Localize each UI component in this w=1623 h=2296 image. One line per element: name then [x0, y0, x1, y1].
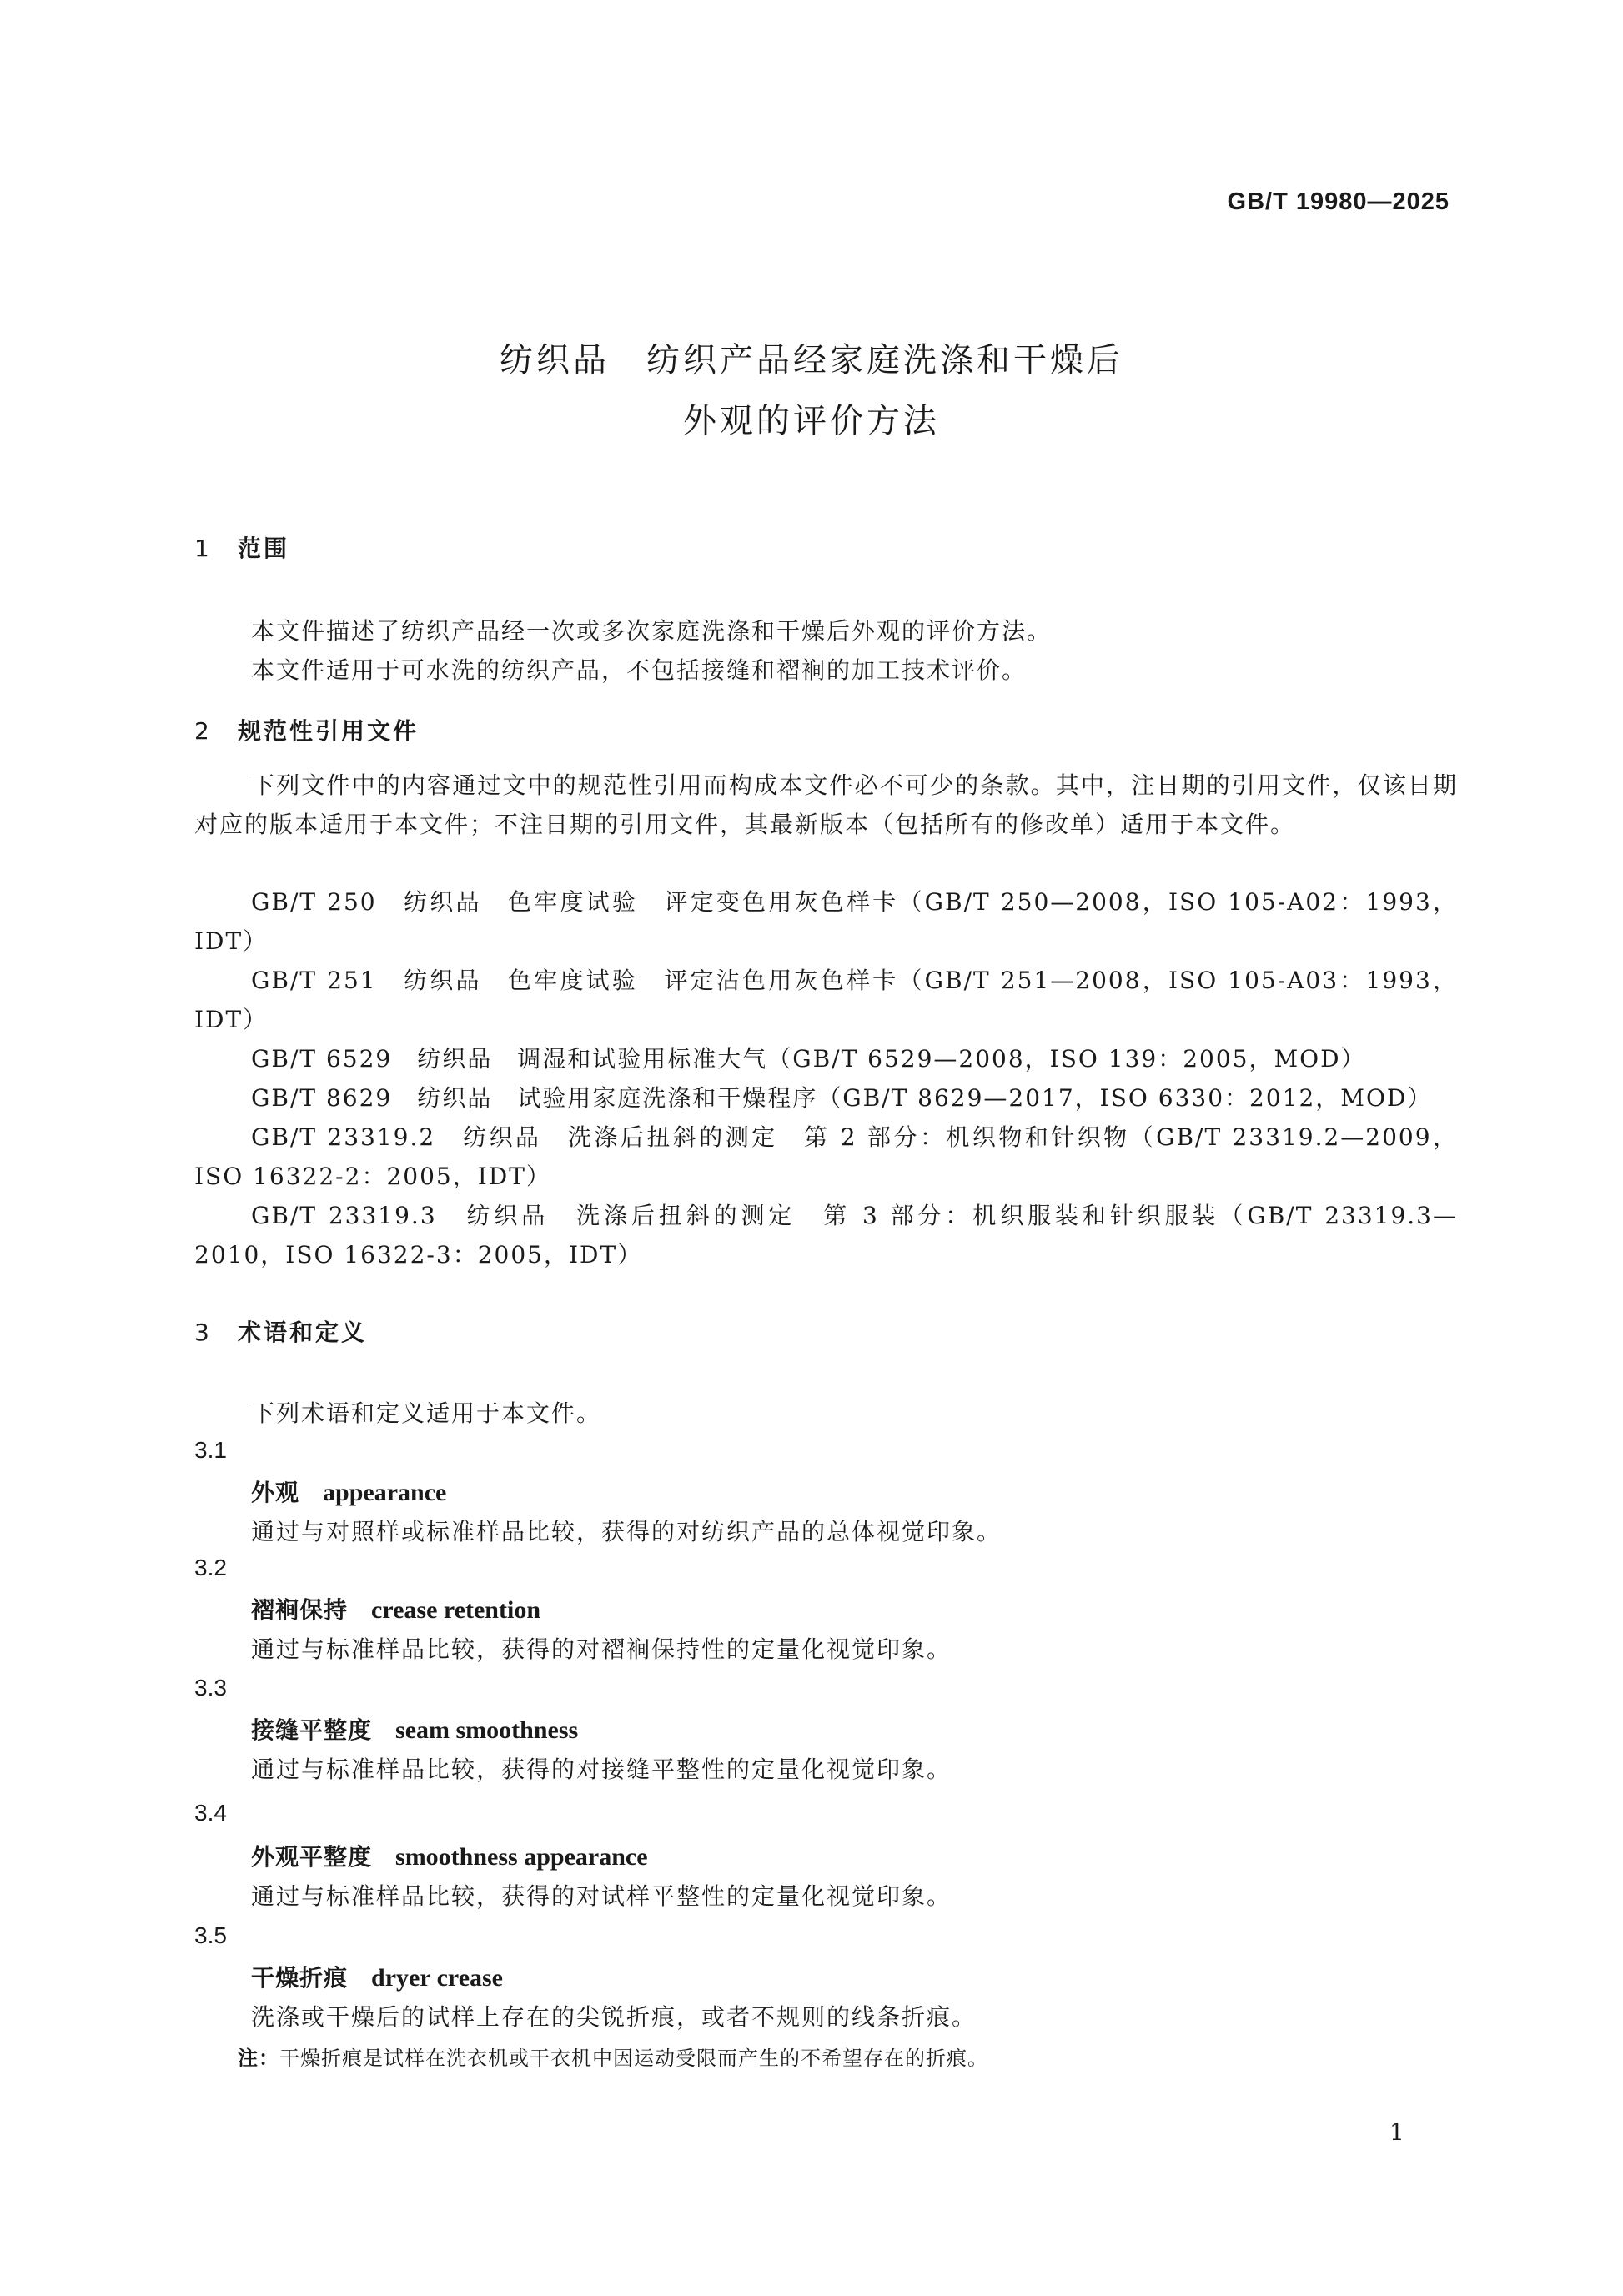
term-entry — [251, 1839, 648, 1872]
term-number: 3.4 — [194, 1800, 227, 1826]
term-number: 3.3 — [194, 1675, 227, 1701]
reference-item: GB/T 6529 纺织品 调湿和试验用标准大气（GB/T 6529—2008，ISO 139：2005，MOD） — [251, 1045, 1366, 1073]
term-en: dryer crease — [371, 1964, 503, 1992]
term-number: 3.2 — [194, 1555, 227, 1580]
document-title-line-2: 外观的评价方法 — [683, 402, 940, 440]
reference-item: GB/T 8629 纺织品 试验用家庭洗涤和干燥程序（GB/T 8629—2017，ISO 6330：2012，MOD） — [251, 1084, 1433, 1112]
paragraph: 本文件描述了纺织产品经一次或多次家庭洗涤和干燥后外观的评价方法。 — [251, 617, 1053, 645]
note-text: 干燥折痕是试样在洗衣机或干衣机中因运动受限而产生的不希望存在的折痕。 — [279, 2047, 988, 2070]
term-en: appearance — [323, 1479, 447, 1506]
section-title: 规范性引用文件 — [238, 717, 420, 745]
term-en: seam smoothness — [395, 1716, 579, 1744]
section-number: 1 — [194, 535, 212, 562]
note — [238, 2042, 988, 2071]
note-label: 注： — [238, 2046, 279, 2070]
term-zh: 褶裥保持 — [251, 1596, 349, 1624]
term-definition: 通过与对照样或标准样品比较，获得的对纺织产品的总体视觉印象。 — [251, 1518, 1002, 1545]
section-number: 2 — [194, 717, 212, 745]
term-entry — [251, 1592, 540, 1625]
section-title: 范围 — [238, 535, 290, 562]
term-entry — [251, 1712, 578, 1746]
term-number: 3.1 — [194, 1437, 227, 1463]
reference-item: GB/T 23319.3 纺织品 洗涤后扭斜的测定 第 3 部分：机织服装和针织服装（GB/T 23319.3—2010，ISO 16322-3：2005，IDT） — [194, 1202, 1458, 1269]
term-en: smoothness appearance — [395, 1843, 648, 1871]
term-zh: 接缝平整度 — [251, 1716, 373, 1744]
section-heading-normative-references — [194, 713, 419, 746]
reference-item: GB/T 250 纺织品 色牢度试验 评定变色用灰色样卡（GB/T 250—2008，ISO 105-A02：1993，IDT） — [194, 888, 1458, 955]
reference-item: GB/T 251 纺织品 色牢度试验 评定沾色用灰色样卡（GB/T 251—2008，ISO 105-A03：1993，IDT） — [194, 967, 1458, 1033]
paragraph: 下列术语和定义适用于本文件。 — [251, 1399, 602, 1427]
section-number: 3 — [194, 1319, 212, 1346]
term-zh: 外观平整度 — [251, 1843, 373, 1871]
paragraph: 本文件适用于可水洗的纺织产品，不包括接缝和褶裥的加工技术评价。 — [251, 656, 1028, 684]
term-en: crease retention — [371, 1596, 540, 1624]
document-title-line-1: 纺织品 纺织产品经家庭洗涤和干燥后 — [500, 341, 1123, 379]
term-definition: 通过与标准样品比较，获得的对褶裥保持性的定量化视觉印象。 — [251, 1635, 952, 1663]
term-number: 3.5 — [194, 1922, 227, 1948]
page-number: 1 — [1389, 2118, 1404, 2146]
term-zh: 干燥折痕 — [251, 1964, 349, 1992]
term-entry — [251, 1475, 446, 1508]
section-title: 术语和定义 — [238, 1319, 368, 1346]
term-definition: 通过与标准样品比较，获得的对试样平整性的定量化视觉印象。 — [251, 1882, 952, 1910]
section-heading-scope — [194, 530, 289, 564]
document-code: GB/T 19980—2025 — [1227, 188, 1450, 215]
term-zh: 外观 — [251, 1479, 300, 1506]
reference-item: GB/T 23319.2 纺织品 洗涤后扭斜的测定 第 2 部分：机织物和针织物（GB/T 23319.2—2009，ISO 16322-2：2005，IDT） — [194, 1123, 1458, 1190]
term-definition: 洗涤或干燥后的试样上存在的尖锐折痕，或者不规则的线条折痕。 — [251, 2003, 977, 2031]
term-entry — [251, 1960, 503, 1993]
paragraph: 下列文件中的内容通过文中的规范性引用而构成本文件必不可少的条款。其中，注日期的引用文件，仅该日期对应的版本适用于本文件；不注日期的引用文件，其最新版本（包括所有的修改单）适用于本文件。 — [194, 771, 1458, 838]
term-definition: 通过与标准样品比较，获得的对接缝平整性的定量化视觉印象。 — [251, 1756, 952, 1783]
section-heading-terms — [194, 1314, 367, 1348]
